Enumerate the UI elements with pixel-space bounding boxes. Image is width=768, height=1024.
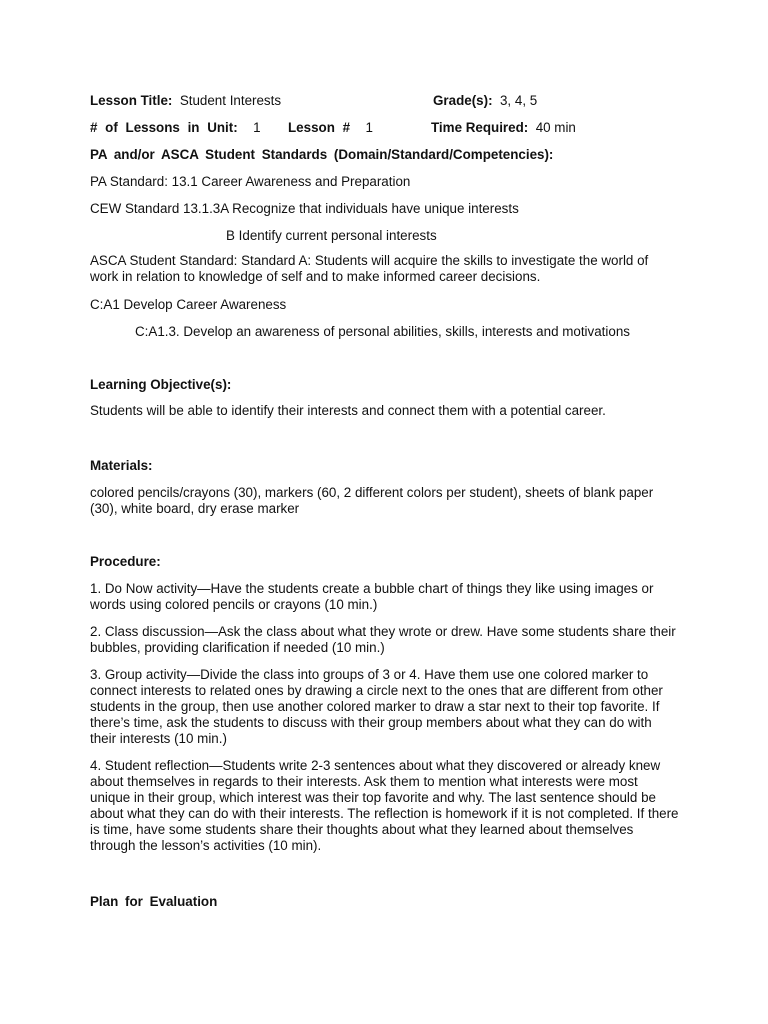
- time-required-row: [431, 120, 576, 136]
- standards-heading: PA and/or ASCA Student Standards (Domain/Standard/Competencies):: [90, 147, 554, 162]
- materials-text: colored pencils/crayons (30), markers (60, 2 different colors per student), sheets of blank paper (30), white board, dry erase marker: [90, 485, 654, 516]
- time-required-value: 40 min: [535, 120, 576, 135]
- num-lessons-label: # of Lessons in Unit:: [90, 120, 238, 135]
- lesson-title-row: [90, 93, 281, 109]
- lesson-number-label: Lesson #: [288, 120, 351, 135]
- asca-standard: ASCA Student Standard: Standard A: Students will acquire the skills to investigate the world of work in relation to knowledge of self and to make informed career decisions.: [90, 253, 649, 284]
- lesson-number-value: 1: [365, 120, 373, 135]
- time-required-label: Time Required:: [431, 120, 529, 135]
- procedure-step: 4. Student reflection—Students write 2-3 sentences about what they discovered or already knew about themselves in regards to their interests. Ask them to mention what interests were most unique in their group, which interest was their top favorite and why. The last sentence should be about what they can do with their interests. The reflection is homework if it is not completed. If there is time, have some students share their thoughts about what they learned about themselves through the lesson’s activities (10 min).: [90, 758, 679, 853]
- num-lessons-row: [90, 120, 261, 136]
- procedure-heading: Procedure:: [90, 554, 161, 569]
- cew-standard: CEW Standard 13.1.3A Recognize that individuals have unique interests: [90, 201, 519, 216]
- procedure-step: 2. Class discussion—Ask the class about what they wrote or drew. Have some students share their bubbles, providing clarification if needed (10 min.): [90, 624, 676, 655]
- learning-objectives-heading: Learning Objective(s):: [90, 377, 232, 392]
- num-lessons-value: 1: [253, 120, 261, 135]
- procedure-step: 1. Do Now activity—Have the students create a bubble chart of things they like using images or words using colored pencils or crayons (10 min.): [90, 581, 654, 612]
- procedure-step: 3. Group activity—Divide the class into groups of 3 or 4. Have them use one colored marker to connect interests to related ones by drawing a circle next to the ones that are different from other students in the group, then use another colored marker to draw a star next to their top favorite. If there’s time, ask the students to discuss with their group members about what they can do with their interests (10 min.): [90, 667, 663, 746]
- evaluation-heading: Plan for Evaluation: [90, 894, 218, 909]
- cew-standard-b: B Identify current personal interests: [226, 228, 437, 243]
- materials-heading: Materials:: [90, 458, 153, 473]
- grades-value: 3, 4, 5: [499, 93, 538, 108]
- career-awareness-competency: C:A1 Develop Career Awareness: [90, 297, 287, 312]
- grades-row: [433, 93, 537, 109]
- pa-standard: PA Standard: 13.1 Career Awareness and Preparation: [90, 174, 411, 189]
- lesson-title-label: Lesson Title:: [90, 93, 173, 108]
- grades-label: Grade(s):: [433, 93, 493, 108]
- career-awareness-subcompetency: C:A1.3. Develop an awareness of personal abilities, skills, interests and motivations: [135, 324, 630, 339]
- lesson-number-row: [288, 120, 373, 136]
- lesson-title-value: Student Interests: [179, 93, 282, 108]
- learning-objectives-text: Students will be able to identify their interests and connect them with a potential career.: [90, 403, 606, 418]
